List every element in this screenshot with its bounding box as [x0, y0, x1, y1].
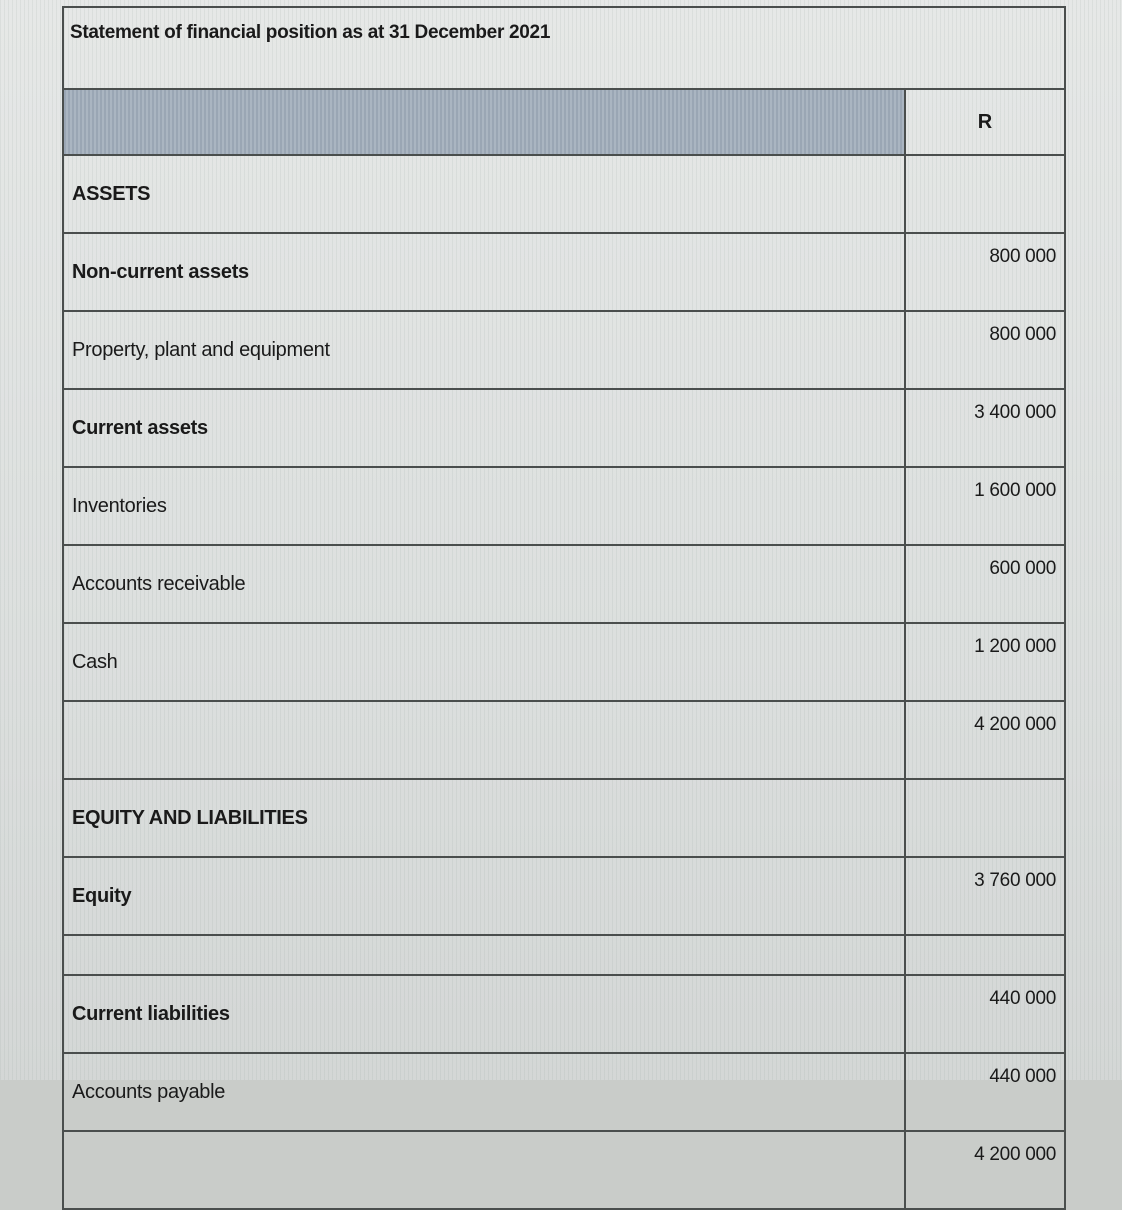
row-amount: 3 760 000	[905, 857, 1065, 935]
row-label-current-assets: Current assets	[63, 389, 905, 467]
row-label-non-current-assets: Non-current assets	[63, 233, 905, 311]
table-row	[63, 623, 1065, 701]
header-row	[63, 89, 1065, 155]
title-row	[63, 7, 1065, 89]
row-label-current-liabilities: Current liabilities	[63, 975, 905, 1053]
row-label-equity-and-liabilities: EQUITY AND LIABILITIES	[63, 779, 905, 857]
table-row	[63, 1131, 1065, 1209]
table-row	[63, 857, 1065, 935]
row-label-accounts-receivable: Accounts receivable	[63, 545, 905, 623]
table-row	[63, 975, 1065, 1053]
table-row	[63, 1053, 1065, 1131]
statement-title: Statement of financial position as at 31 December 2021	[63, 7, 1065, 89]
row-label-assets: ASSETS	[63, 155, 905, 233]
table-row	[63, 389, 1065, 467]
row-amount	[905, 155, 1065, 233]
row-amount: 600 000	[905, 545, 1065, 623]
table-row	[63, 311, 1065, 389]
row-amount: 3 400 000	[905, 389, 1065, 467]
table-row	[63, 155, 1065, 233]
table-row	[63, 701, 1065, 779]
row-amount: 1 600 000	[905, 467, 1065, 545]
row-amount	[905, 779, 1065, 857]
table-row	[63, 467, 1065, 545]
row-label-equity: Equity	[63, 857, 905, 935]
table-row	[63, 779, 1065, 857]
row-label-total-assets	[63, 701, 905, 779]
row-label-cash: Cash	[63, 623, 905, 701]
row-amount: 1 200 000	[905, 623, 1065, 701]
table-row	[63, 233, 1065, 311]
row-amount: 800 000	[905, 311, 1065, 389]
row-amount: 440 000	[905, 1053, 1065, 1131]
row-label-ppe: Property, plant and equipment	[63, 311, 905, 389]
row-amount-total-assets: 4 200 000	[905, 701, 1065, 779]
row-label-inventories: Inventories	[63, 467, 905, 545]
currency-header: R	[905, 89, 1065, 155]
row-label-total-equity-liabilities	[63, 1131, 905, 1209]
row-label-accounts-payable: Accounts payable	[63, 1053, 905, 1131]
table-row	[63, 935, 1065, 975]
row-amount-total-equity-liabilities: 4 200 000	[905, 1131, 1065, 1209]
row-amount	[905, 935, 1065, 975]
statement-table	[62, 6, 1066, 1210]
table-row	[63, 545, 1065, 623]
row-amount: 800 000	[905, 233, 1065, 311]
header-shaded-cell	[63, 89, 905, 155]
row-label-blank	[63, 935, 905, 975]
row-amount: 440 000	[905, 975, 1065, 1053]
